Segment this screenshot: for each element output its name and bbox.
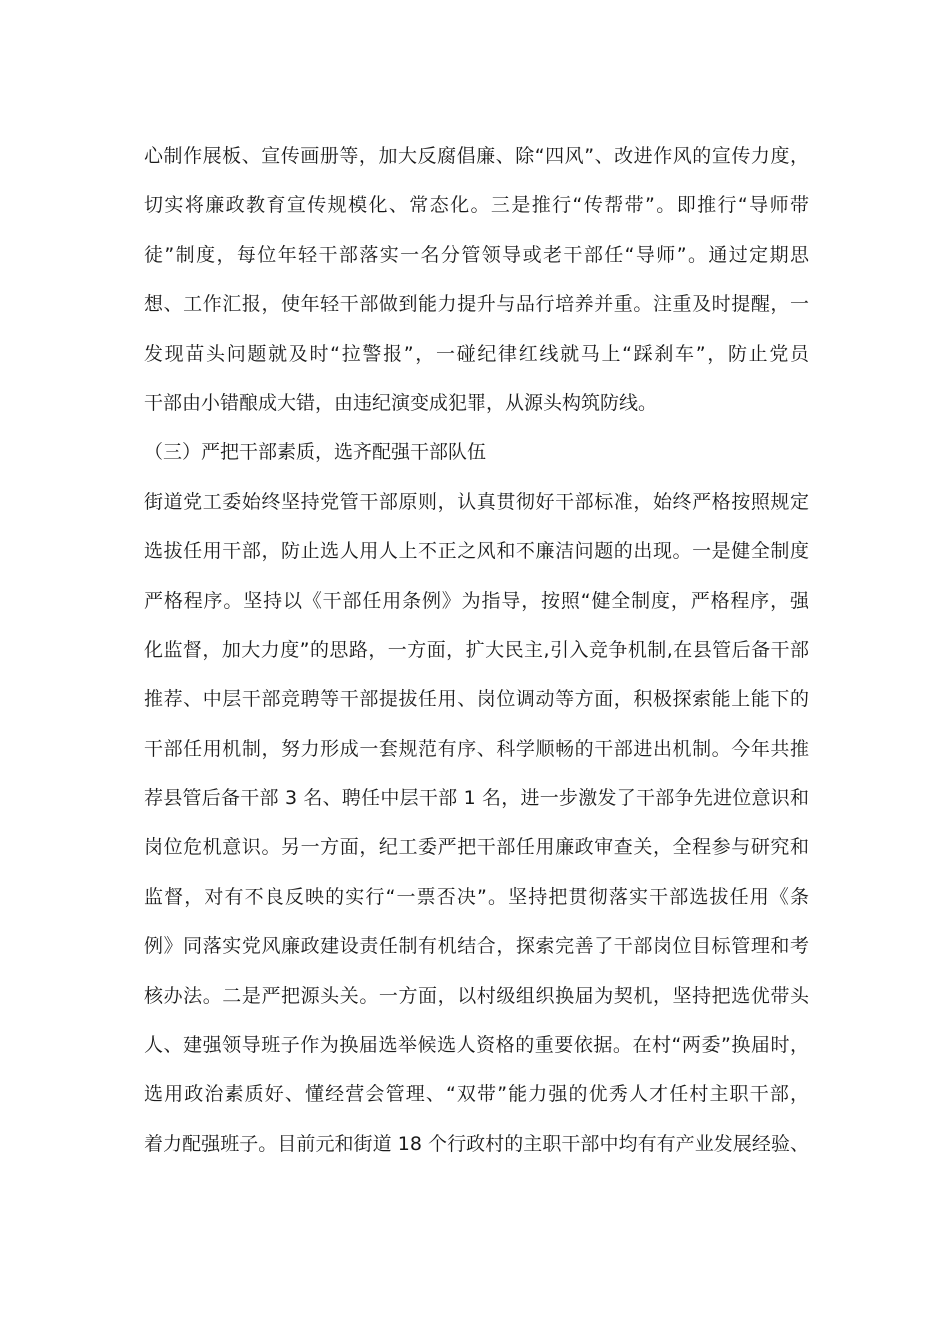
text-line: 心制作展板、宣传画册等，加大反腐倡廉、除“四风”、改进作风的宣传力度， (144, 145, 809, 167)
text-line: 街道党工委始终坚持党管干部原则，认真贯彻好干部标准，始终严格按照规定 (144, 490, 809, 513)
text-line: 监督，对有不良反映的实行“一票否决”。坚持把贯彻落实干部选拔任用《条 (144, 885, 809, 908)
text-line: 推荐、中层干部竞聘等干部提拔任用、岗位调动等方面，积极探索能上能下的 (144, 688, 809, 711)
text-line: 人、建强领导班子作为换届选举候选人资格的重要依据。在村“两委”换届时， (144, 1034, 809, 1057)
text-line: 岗位危机意识。另一方面，纪工委严把干部任用廉政审查关，全程参与研究和 (144, 836, 809, 859)
text-line: 干部任用机制，努力形成一套规范有序、科学顺畅的干部进出机制。今年共推 (144, 737, 809, 760)
text-line: 化监督，加大力度”的思路，一方面，扩大民主,引入竞争机制,在县管后备干部 (144, 638, 809, 661)
text-line: 选用政治素质好、懂经营会管理、“双带”能力强的优秀人才任村主职干部， (144, 1083, 809, 1106)
text-line: 荐县管后备干部 3 名、聘任中层干部 1 名，进一步激发了干部争先进位意识和 (144, 787, 809, 810)
text-line: 切实将廉政教育宣传规模化、常态化。三是推行“传帮带”。即推行“导师带 (144, 194, 809, 217)
body-text (144, 132, 809, 1169)
text-line-paragraph-end: 干部由小错酿成大错，由违纪演变成犯罪，从源头构筑防线。 (144, 391, 658, 414)
text-line: 核办法。二是严把源头关。一方面，以村级组织换届为契机，坚持把选优带头 (144, 984, 809, 1007)
text-line: 例》同落实党风廉政建设责任制有机结合，探索完善了干部岗位目标管理和考 (144, 935, 809, 958)
section-heading: （三）严把干部素质，选齐配强干部队伍 (144, 441, 487, 464)
text-line: 徒”制度，每位年轻干部落实一名分管领导或老干部任“导师”。通过定期思 (144, 243, 809, 266)
text-line: 选拔任用干部，防止选人用人上不正之风和不廉洁问题的出现。一是健全制度 (144, 540, 809, 563)
text-line: 发现苗头问题就及时“拉警报”，一碰纪律红线就马上“踩刹车”，防止党员 (144, 342, 809, 365)
text-line: 着力配强班子。目前元和街道 18 个行政村的主职干部中均有有产业发展经验、 (144, 1132, 809, 1155)
text-line: 严格程序。坚持以《干部任用条例》为指导，按照“健全制度，严格程序，强 (144, 589, 809, 612)
text-line: 想、工作汇报，使年轻干部做到能力提升与品行培养并重。注重及时提醒，一 (144, 293, 809, 316)
